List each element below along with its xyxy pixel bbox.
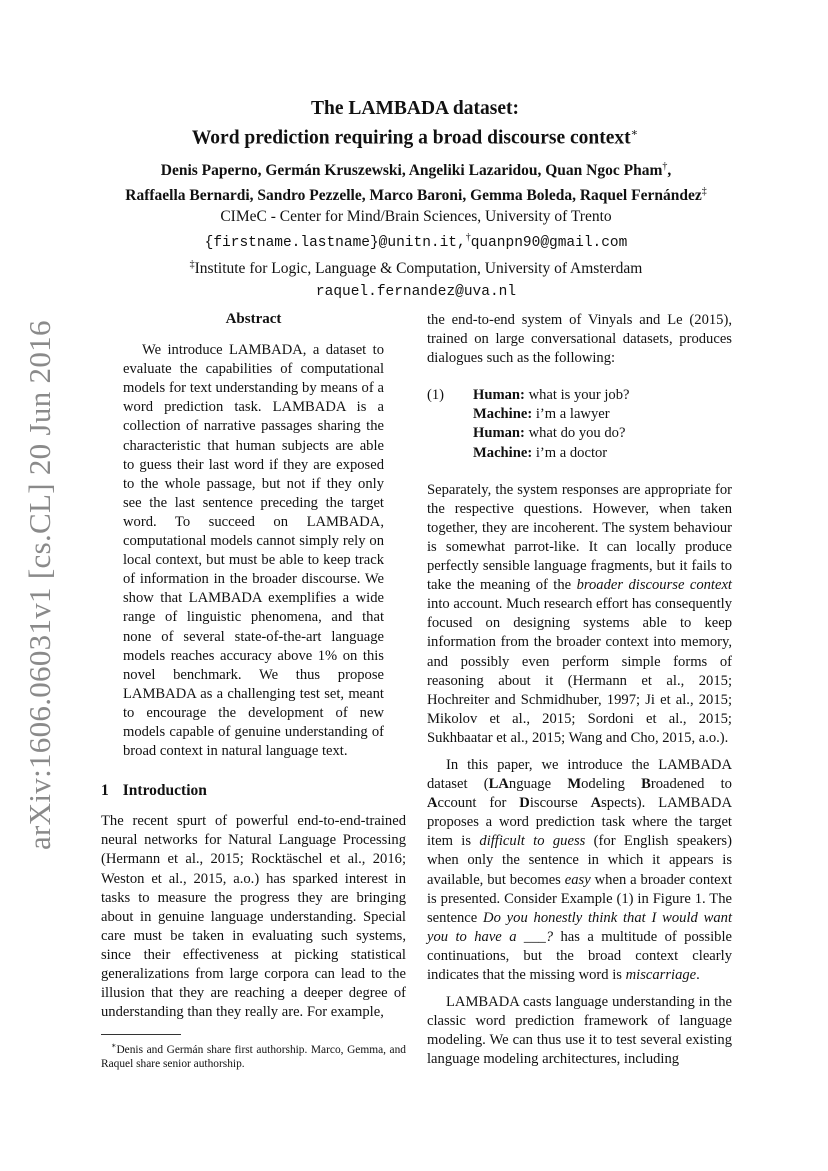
author-block: [96, 156, 736, 303]
footnote-divider: [101, 1034, 181, 1035]
title-footnote-mark: ∗: [630, 127, 639, 139]
right-paragraph-3: In this paper, we introduce the LAMBADA dataset (LAnguage Modeling Broadened to Account for Discourse Aspects). LAMBADA proposes a word prediction task where the target item is difficult to guess (for English speakers) when only the sentence in which it appears is available, but becomes easy when a broader context is presented. Consider Example (1) in Figure 1. The sentence Do you honestly think that I would want you to have a ___? has a multitude of possible continuations, but the broad context clearly indicates that the missing word is miscarriage.: [427, 756, 733, 983]
example-line: Machine: i’m a doctor: [473, 444, 608, 461]
footnote: ∗Denis and Germán share first authorship. Marco, Gemma, and Raquel share senior authorship.: [101, 1041, 406, 1071]
author-line-2: Raffaella Bernardi, Sandro Pezzelle, Marco Baroni, Gemma Boleda, Raquel Fernández‡: [125, 186, 707, 205]
section-heading-introduction: 1 Introduction: [101, 782, 207, 800]
example-line: Human: what is your job?: [473, 387, 630, 404]
intro-paragraph-1: The recent spurt of powerful end-to-end-trained neural networks for Natural Language Processing (Hermann et al., 2015; Rocktäschel et al., 2016; Weston et al., 2015, a.o.) has sparked interest in tasks to measure the progress they are bringing about in genuine language understanding. Special care must be taken in evaluating such systems, since their effectiveness at picking statistical generalizations from large corpora can lead to the illusion that they are reaching a deeper degree of understanding than they really are. For example,: [101, 813, 406, 1021]
author-line-1: Denis Paperno, Germán Kruszewski, Angeliki Lazaridou, Quan Ngoc Pham†,: [160, 161, 672, 180]
arxiv-identifier: arXiv:1606.06031v1 [cs.CL] 20 Jun 2016: [22, 320, 57, 850]
email-line-1: {firstname.lastname}@unitn.it,†quanpn90@gmail.com: [204, 232, 628, 252]
example-line: Machine: i’m a lawyer: [473, 406, 610, 423]
example-number: (1): [427, 387, 445, 404]
title-line-1: The LAMBADA dataset:: [311, 98, 519, 119]
abstract-body: We introduce LAMBADA, a dataset to evaluate the capabilities of computational models for text understanding by means of a word prediction task. LAMBADA is a collection of narrative passages sharing the characteristic that human subjects are able to guess their last word if they are exposed to the whole passage, but not if they only see the last sentence preceding the target word. To succeed on LAMBADA, computational models cannot simply rely on local context, but must be able to keep track of information in the broader discourse. We show that LAMBADA exemplifies a wide range of linguistic phenomena, and that none of several state-of-the-art language models reaches accuracy above 1% on this novel benchmark. We thus propose LAMBADA as a challenging test set, meant to encourage the development of new models capable of genuine understanding of broad context in natural language text.: [123, 342, 384, 760]
title-line-2: Word prediction requiring a broad discourse context∗: [191, 127, 639, 149]
email-line-2: raquel.fernandez@uva.nl: [315, 283, 517, 300]
right-paragraph-4: LAMBADA casts language understanding in the classic word prediction framework of language modeling. We can thus use it to test several existing language modeling architectures, including: [427, 994, 732, 1068]
affiliation-1: CIMeC - Center for Mind/Brain Sciences, University of Trento: [220, 208, 612, 226]
affiliation-2: ‡Institute for Logic, Language & Computation, University of Amsterdam: [189, 259, 643, 278]
abstract-heading: Abstract: [225, 311, 282, 327]
left-column: [101, 310, 406, 1071]
right-paragraph-2: Separately, the system responses are appropriate for the respective questions. However, when taken together, they are incoherent. The system behaviour is somewhat parrot-like. It can locally produce perfectly sensible language fragments, but it fails to take the meaning of the broader discourse context into account. Much research effort has consequently focused on designing systems able to keep information from the broader context into memory, and possibly even perform simple forms of reasoning about it (Hermann et al., 2015; Hochreiter and Schmidhuber, 1997; Ji et al., 2015; Mikolov et al., 2015; Sordoni et al., 2015; Sukhbaatar et al., 2015; Wang and Cho, 2015, a.o.).: [427, 481, 732, 746]
example-line: Human: what do you do?: [473, 425, 626, 442]
right-column: [427, 311, 732, 1069]
right-paragraph-1: the end-to-end system of Vinyals and Le (2015), trained on large conversational datasets, produces dialogues such as the following:: [427, 312, 732, 367]
paper-title: [100, 96, 730, 151]
example-lines: [473, 386, 630, 462]
dialogue-example: [427, 386, 732, 462]
